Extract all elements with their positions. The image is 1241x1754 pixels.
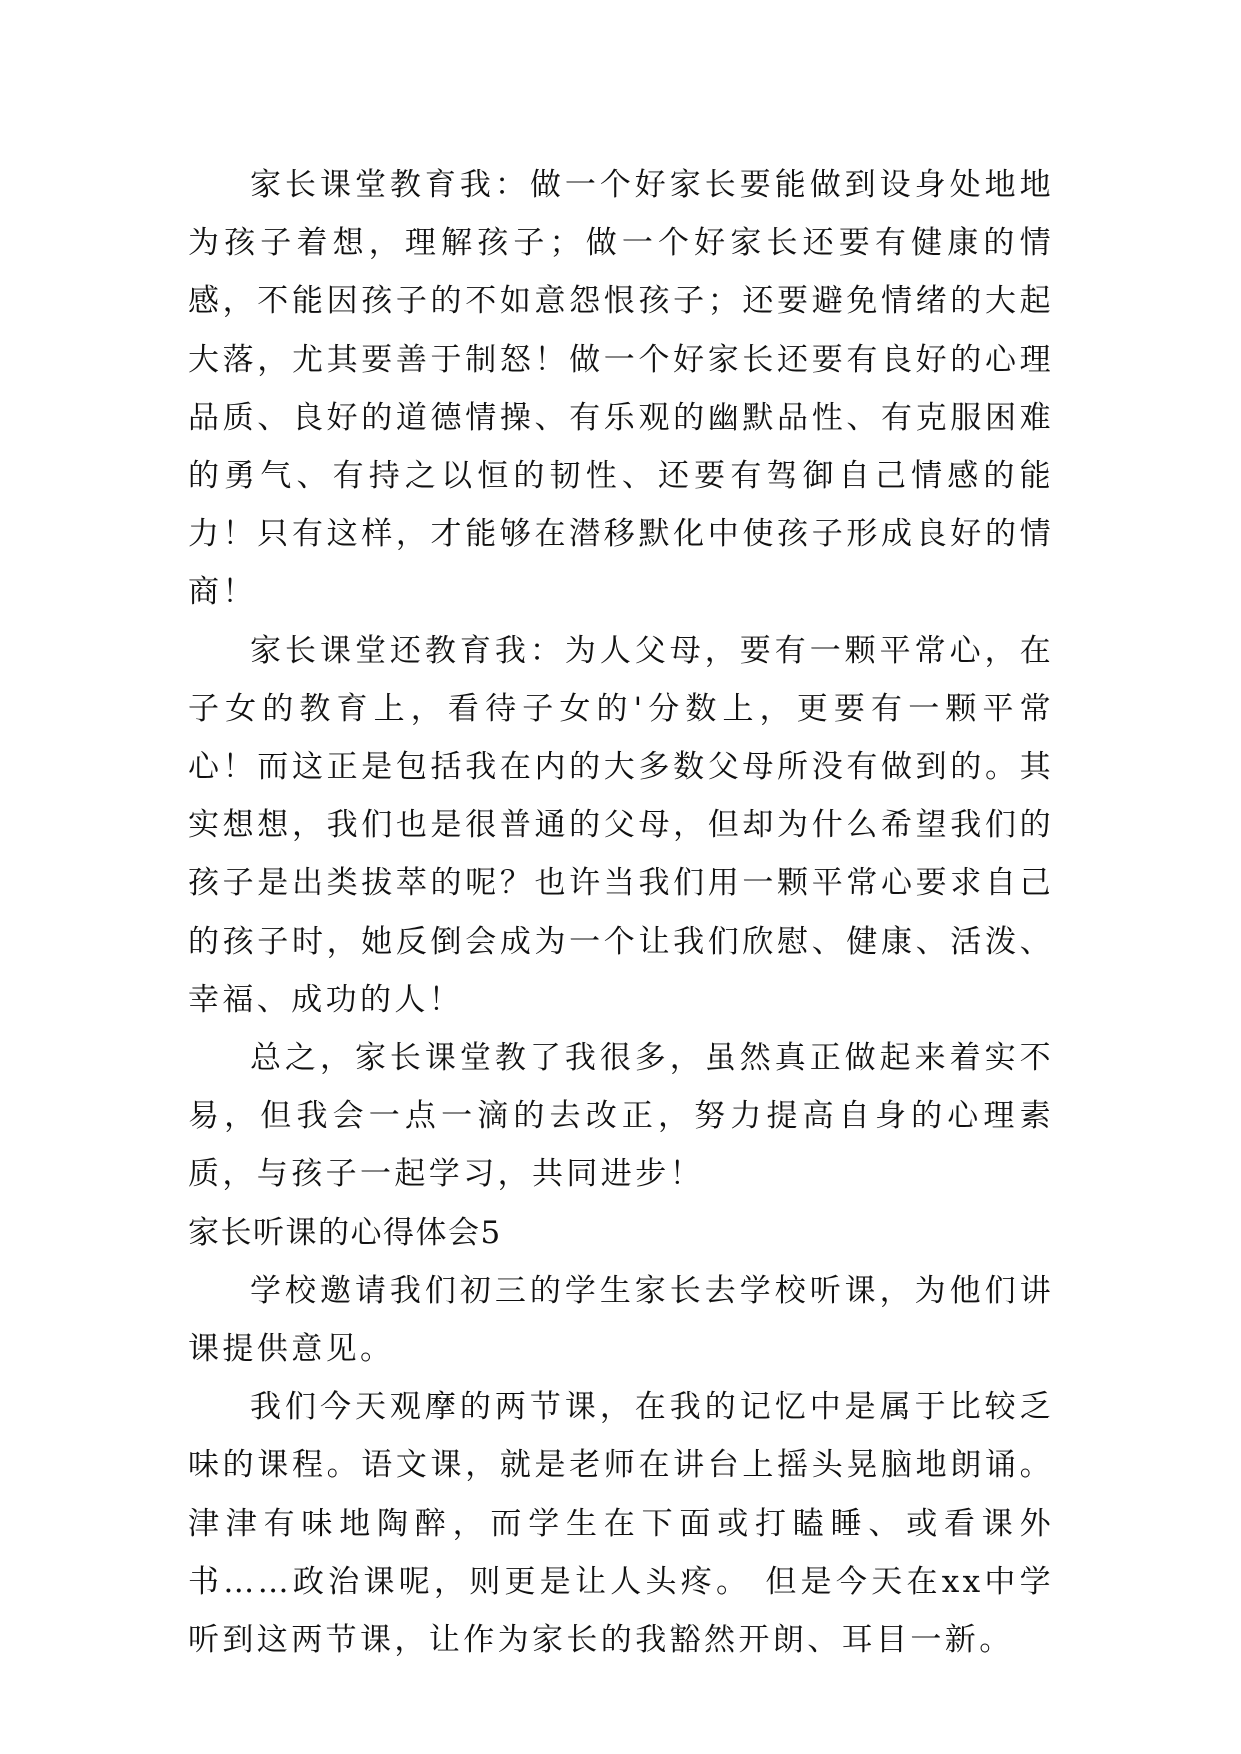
paragraph-parent-class-teaches-eq: 家长课堂教育我：做一个好家长要能做到设身处地地为孩子着想，理解孩子；做一个好家长还要有健康的情感，不能因孩子的不如意怨恨孩子；还要避免情绪的大起大落，尤其要善于制怒！做一个好家长还要有良好的心理品质、良好的道德情操、有乐观的幽默品性、有克服困难的勇气、有持之以恒的韧性、还要有驾御自己情感的能力！只有这样，才能够在潜移默化中使孩子形成良好的情商！ xyxy=(188,167,1054,611)
section-heading: 家长听课的心得体会5 xyxy=(188,1214,502,1251)
paragraph-parent-class-calm-heart: 家长课堂还教育我：为人父母，要有一颗平常心，在子女的教育上，看待子女的'分数上，更要有一颗平常心！而这正是包括我在内的大多数父母所没有做到的。其实想想，我们也是很普通的父母，但却为什么希望我们的孩子是出类拔萃的呢？也许当我们用一颗平常心要求自己的孩子时，她反倒会成为一个让我们欣慰、健康、活泼、幸福、成功的人！ xyxy=(188,632,1054,1018)
paragraph-school-invitation: 学校邀请我们初三的学生家长去学校听课，为他们讲课提供意见。 xyxy=(188,1272,1054,1368)
paragraph-observed-lessons: 我们今天观摩的两节课，在我的记忆中是属于比较乏味的课程。语文课，就是老师在讲台上摇头晃脑地朗诵。津津有味地陶醉，而学生在下面或打瞌睡、或看课外书……政治课呢，则更是让人头疼。 但是今天在xx中学听到这两节课，让作为家长的我豁然开朗、耳目一新。 xyxy=(188,1389,1054,1659)
document-page xyxy=(188,156,1054,1669)
paragraph-conclusion: 总之，家长课堂教了我很多，虽然真正做起来着实不易，但我会一点一滴的去改正，努力提高自身的心理素质，与孩子一起学习，共同进步！ xyxy=(188,1040,1054,1193)
